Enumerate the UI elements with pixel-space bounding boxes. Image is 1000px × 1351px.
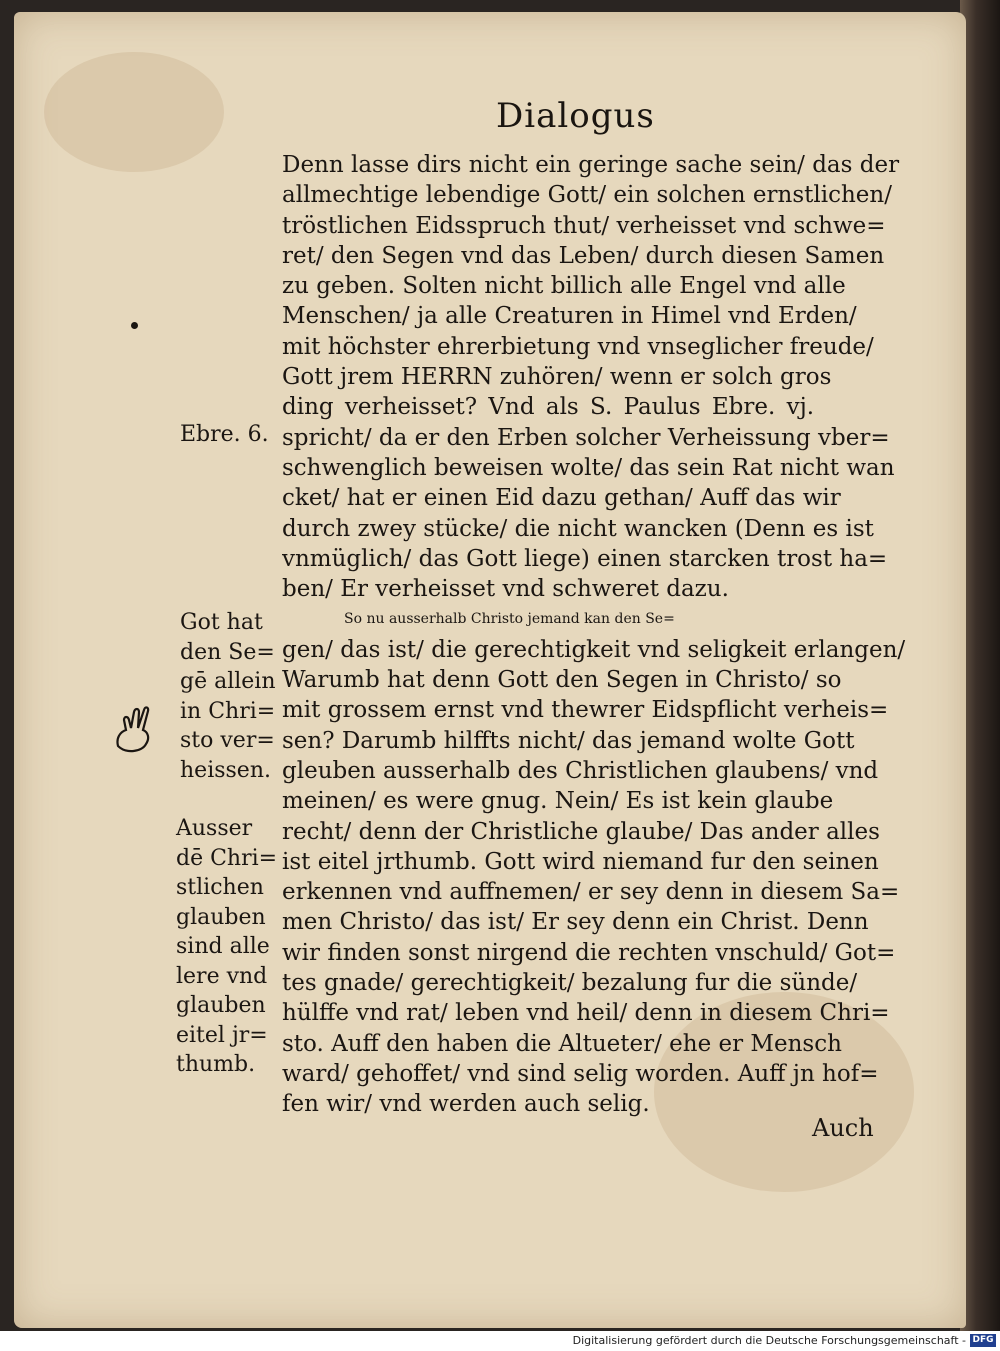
body-line: tröstlichen Eidsspruch thut/ verheisset vnd schwe= <box>282 212 886 239</box>
margin-note-line: dē Chri= <box>176 845 278 871</box>
dfg-logo[interactable]: DFG <box>970 1334 996 1347</box>
body-line: gen/ das ist/ die gerechtigkeit vnd seligkeit erlangen/ <box>282 636 906 663</box>
ink-dot <box>131 322 138 329</box>
body-line: cket/ hat er einen Eid dazu gethan/ Auff das wir <box>282 485 841 512</box>
body-line: ret/ den Segen vnd das Leben/ durch diesen Samen <box>282 242 885 269</box>
body-line: schwenglich beweisen wolte/ das sein Rat nicht wan <box>282 454 895 481</box>
body-line: zu geben. Solten nicht billich alle Engel vnd alle <box>282 273 846 300</box>
body-line: Warumb hat denn Gott den Segen in Christo/ so <box>282 667 842 694</box>
margin-note-line: sto ver= <box>180 728 275 753</box>
body-line: So nu ausserhalb Christo jemand kan den Se= <box>344 611 675 628</box>
margin-reference <box>180 420 269 450</box>
body-text <box>282 150 912 1120</box>
body-line: spricht/ da er den Erben solcher Verheissung vber= <box>282 424 890 451</box>
body-line: men Christo/ das ist/ Er sey denn ein Christ. Denn <box>282 909 869 936</box>
body-line: ist eitel jrthumb. Gott wird niemand fur den seinen <box>282 848 879 875</box>
margin-note-line: glauben <box>176 904 266 930</box>
body-line: wir finden sonst nirgend die rechten vnschuld/ Got= <box>282 939 896 966</box>
body-line: mit grossem ernst vnd thewrer Eidspflicht verheis= <box>282 697 889 724</box>
body-line: sen? Darumb hilffts nicht/ das jemand wolte Gott <box>282 727 855 754</box>
body-line: meinen/ es were gnug. Nein/ Es ist kein glaube <box>282 788 834 815</box>
manicule-icon <box>112 702 156 756</box>
body-line: ward/ gehoffet/ vnd sind selig worden. Auff jn hof= <box>282 1060 879 1087</box>
margin-reference-text: Ebre. 6. <box>180 422 269 447</box>
body-line: mit höchster ehrerbietung vnd vnseglicher freude/ <box>282 333 874 360</box>
margin-note-2 <box>176 814 277 1080</box>
body-line: erkennen vnd auffnemen/ er sey denn in diesem Sa= <box>282 879 900 906</box>
book-binding-edge <box>960 0 1000 1331</box>
body-line: Denn lasse dirs nicht ein geringe sache sein/ das der <box>282 152 900 178</box>
body-line: ben/ Er verheisset vnd schweret dazu. <box>282 576 729 603</box>
margin-note-line: den Se= <box>180 639 275 665</box>
body-line: ding verheisset? Vnd als S. Paulus Ebre. vj. <box>282 394 815 421</box>
body-line: recht/ denn der Christliche glaube/ Das ander alles <box>282 818 880 845</box>
margin-note-line: Got hat <box>180 610 263 635</box>
margin-note-line: sind alle <box>176 934 270 959</box>
body-line: sto. Auff den haben die Altueter/ ehe er Mensch <box>282 1030 842 1057</box>
footer-credit: Digitalisierung gefördert durch die Deutsche Forschungsgemeinschaft - <box>572 1334 966 1347</box>
running-header: Dialogus <box>496 96 655 136</box>
footer-bar <box>0 1331 1000 1351</box>
margin-note-line: glauben <box>176 993 266 1018</box>
margin-note-1 <box>180 608 276 785</box>
body-line: tes gnade/ gerechtigkeit/ bezalung fur die sünde/ <box>282 970 858 997</box>
margin-note-line: eitel jr= <box>176 1022 268 1048</box>
catchword: Auch <box>812 1114 874 1142</box>
paper-stain <box>44 52 224 172</box>
body-line: Menschen/ ja alle Creaturen in Himel vnd Erden/ <box>282 303 857 330</box>
margin-note-line: gē allein <box>180 669 276 694</box>
body-line: vnmüglich/ das Gott liege) einen starcken trost ha= <box>282 545 888 572</box>
margin-note-line: Ausser <box>176 816 253 841</box>
margin-note-line: thumb. <box>176 1052 256 1077</box>
body-line: durch zwey stücke/ die nicht wancken (Denn es ist <box>282 515 874 542</box>
body-line: hülffe vnd rat/ leben vnd heil/ denn in diesem Chri= <box>282 1000 890 1027</box>
body-line: allmechtige lebendige Gott/ ein solchen ernstlichen/ <box>282 182 892 209</box>
margin-note-line: stlichen <box>176 875 264 900</box>
margin-note-line: heissen. <box>180 757 271 783</box>
margin-note-line: lere vnd <box>176 963 268 989</box>
body-line: fen wir/ vnd werden auch selig. <box>282 1091 650 1118</box>
body-line: Gott jrem HERRN zuhören/ wenn er solch gros <box>282 364 832 391</box>
body-line: gleuben ausserhalb des Christlichen glaubens/ vnd <box>282 757 879 784</box>
margin-note-line: in Chri= <box>180 698 276 724</box>
